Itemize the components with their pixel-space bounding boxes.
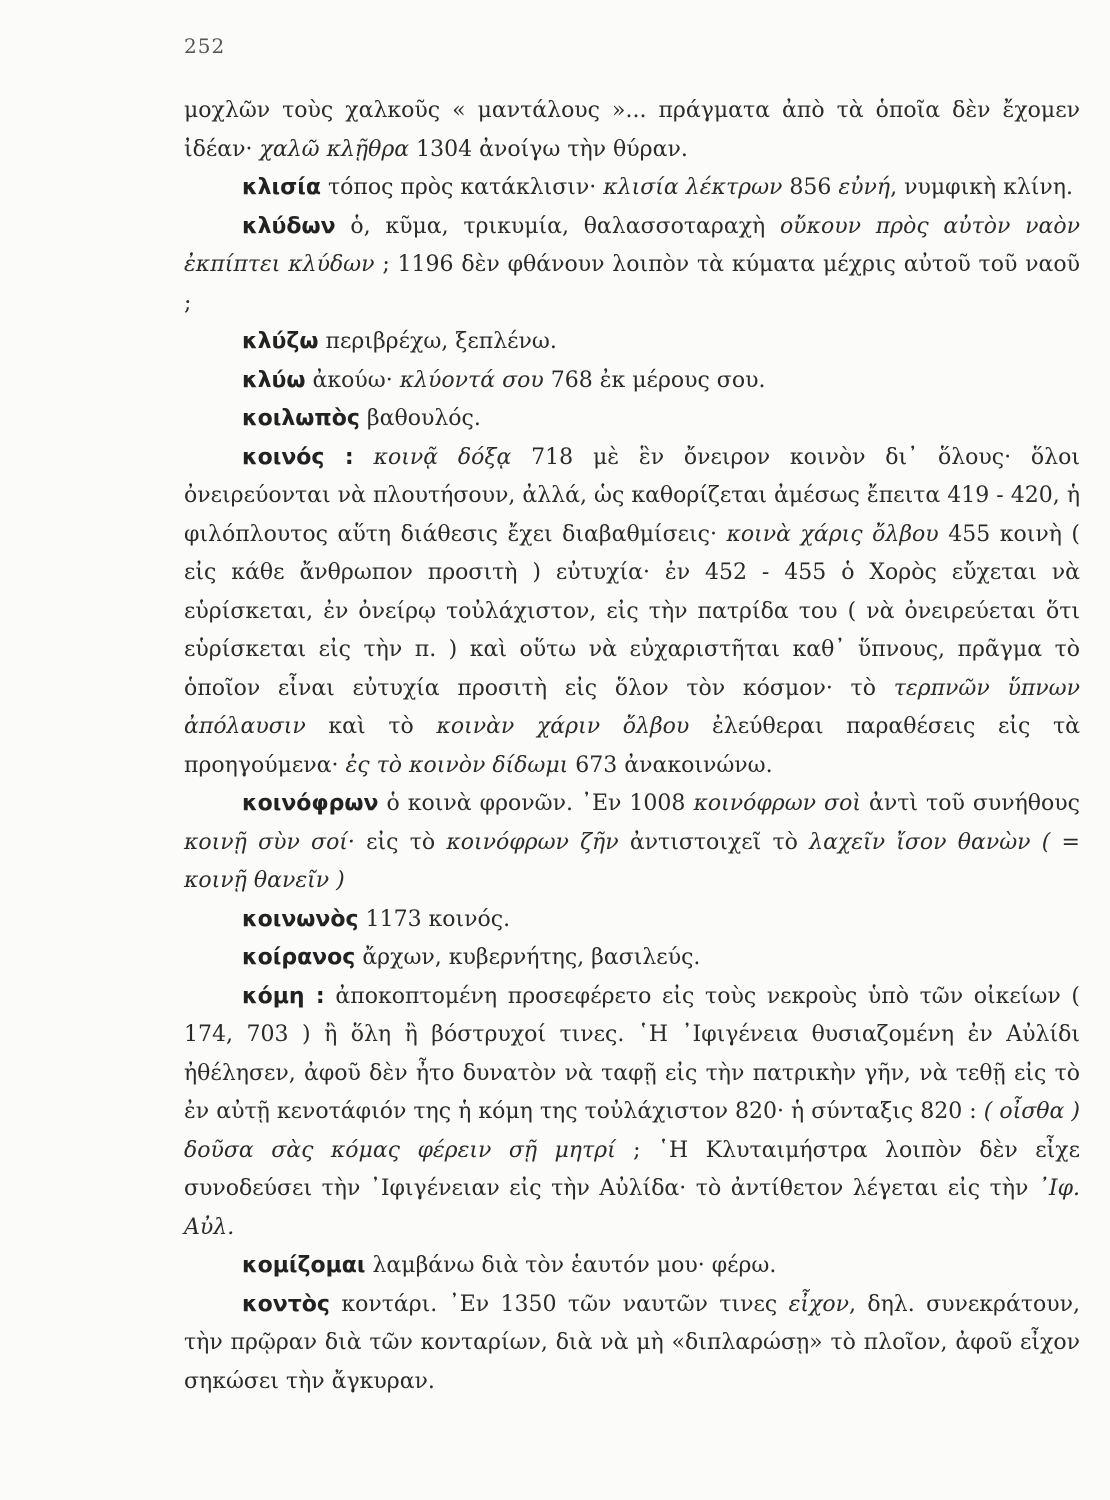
entry-headword: κοινωνὸς	[242, 906, 359, 932]
entry-headword: κλύδων	[242, 213, 336, 239]
entry-headword: κοιλωπὸς	[242, 406, 360, 431]
quoted-phrase: κοινῇ σὺν σοί·	[184, 829, 355, 855]
glossary-entry	[184, 439, 1080, 786]
glossary-entry	[184, 208, 1080, 324]
glossary-entry	[184, 785, 1080, 901]
glossary-entry	[184, 362, 1080, 401]
quoted-phrase: ἐς τὸ κοινὸν δίδωμι	[345, 752, 569, 778]
quoted-phrase: κλύοντά σου	[399, 367, 544, 393]
entry-text: 768 ἐκ μέρους σου.	[543, 367, 766, 393]
entry-text: ἀντὶ τοῦ συνήθους	[860, 791, 1080, 816]
glossary-entry	[184, 323, 1080, 362]
quoted-phrase: κοινὰν χάριν ὄλβου	[436, 714, 690, 739]
entry-headword: κοντὸς	[242, 1291, 330, 1317]
glossary-text	[184, 92, 1080, 1401]
glossary-entry	[184, 400, 1080, 439]
entry-text: 856	[782, 175, 839, 200]
quoted-phrase: κοινὰ χάρις ὄλβου	[726, 521, 939, 547]
entry-text: , δηλ. συνεκράτουν, τὴν πρῷραν διὰ τῶν κονταρίων, διὰ νὰ μὴ «διπλαρώσῃ» τὸ πλοῖον, ἀφοῦ εἶχον σηκώσει τὴν ἄγκυραν.	[184, 1291, 1081, 1394]
quoted-phrase: κοινᾷ δόξᾳ	[373, 444, 512, 470]
entry-text: ἐλεύθεραι παραθέσεις εἰς τὰ προηγούμενα·	[184, 714, 1080, 778]
entry-headword: κομίζομαι	[242, 1253, 366, 1278]
quoted-phrase: κλισία λέκτρων	[603, 175, 783, 200]
entry-text: περιβρέχω, ξεπλένω.	[318, 329, 557, 354]
entry-text: βαθουλός.	[359, 406, 481, 431]
quoted-phrase: λαχεῖν ἴσον θανὼν ( = κοινῇ θανεῖν )	[184, 829, 1080, 893]
entry-text: ὁ κοινὰ φρονῶν. ᾿Εν 1008	[378, 791, 694, 816]
quoted-phrase: οὔκουν πρὸς αὐτὸν ναὸν ἐκπίπτει κλύδων	[184, 213, 1080, 277]
quoted-phrase: κοινόφρων ζῆν	[446, 829, 619, 855]
entry-headword: κόμη :	[242, 983, 325, 1009]
glossary-entry	[184, 1247, 1080, 1286]
quoted-phrase: χαλῶ κλῇθρα	[259, 136, 410, 162]
entry-headword: κλισία	[242, 175, 321, 200]
entry-headword: κοίρανος	[242, 945, 356, 970]
entry-text: ; 1196 δὲν φθάνουν λοιπὸν τὰ κύματα μέχρις αὐτοῦ τοῦ ναοῦ ;	[184, 252, 1080, 316]
entry-text: 673 ἀνακοινώνω.	[568, 752, 773, 778]
entry-headword: κοινός :	[242, 444, 354, 470]
entry-text: λαμβάνω διὰ τὸν ἑαυτόν μου· φέρω.	[365, 1253, 777, 1278]
entry-text: τόπος πρὸς κατάκλισιν·	[320, 175, 604, 200]
quoted-phrase: ( οἶσθα ) δοῦσα σὰς κόμας φέρειν σῇ μητρί	[184, 1099, 1080, 1163]
glossary-entry	[184, 939, 1080, 978]
entry-text: ἀκούω·	[305, 367, 400, 393]
entry-headword: κοινόφρων	[242, 791, 379, 816]
quoted-phrase: τερπνῶν ὕπνων ἀπόλαυσιν	[184, 675, 1080, 739]
entry-text: ἀποκοπτομένη προσεφέρετο εἰς τοὺς νεκροὺς ὑπὸ τῶν οἰκείων ( 174, 703 ) ἢ ὅλη ἢ βόστρυχοί τινες. ῾Η ᾿Ιφιγένεια θυσιαζομένη ἐν Αὐλίδι ἠθέλησεν, ἀφοῦ δὲν ἦτο δυνατὸν νὰ ταφῇ εἰς τὴν πατρικὴν γῆν, νὰ τεθῇ εἰς τὸ ἐν αὐτῇ κενοτάφιόν της ἡ κόμη της τοὐλάχιστον 820· ἡ σύνταξις 820 :	[184, 983, 1080, 1124]
glossary-entry	[184, 901, 1080, 940]
glossary-entry	[184, 1286, 1080, 1402]
entry-text: , νυμφικὴ κλίνη.	[890, 175, 1073, 200]
entry-text: 1173 κοινός.	[358, 906, 511, 932]
entry-headword: κλύζω	[242, 329, 319, 354]
quoted-phrase: κοινόφρων σοὶ	[693, 791, 861, 816]
entry-text: ; ῾Η Κλυταιμήστρα λοιπὸν δὲν εἶχε συνοδεύσει τὴν ᾿Ιφιγένειαν εἰς τὴν Αὐλίδα· τὸ ἀντίθετον λέγεται εἰς τὴν	[184, 1137, 1080, 1201]
entry-headword: κλύω	[242, 367, 306, 393]
quoted-phrase: εἶχον	[788, 1291, 849, 1317]
entry-text: ἀντιστοιχεῖ τὸ	[618, 829, 810, 855]
entry-text: εἰς τὸ	[354, 829, 447, 855]
entry-text: κοντάρι. ᾿Εν 1350 τῶν ναυτῶν τινες	[329, 1291, 789, 1317]
entry-text: 1304 ἀνοίγω τὴν θύραν.	[409, 136, 688, 162]
quoted-phrase: ᾿Ιφ. Αὐλ.	[184, 1176, 1080, 1240]
glossary-entry	[184, 92, 1080, 169]
entry-text: 718 μὲ ἓν ὄνειρον κοινὸν δι᾿ ὅλους· ὅλοι ὀνειρεύονται νὰ πλουτήσουν, ἀλλά, ὡς καθορίζεται ἀμέσως ἔπειτα 419 - 420, ἡ φιλόπλουτος αὕτη διάθεσις ἔχει διαβαθμίσεις·	[184, 444, 1080, 547]
entry-text: 455 κοινὴ ( εἰς κάθε ἄνθρωπον προσιτὴ ) εὐτυχία· ἐν 452 - 455 ὁ Χορὸς εὔχεται νὰ εὑρίσκεται, ἐν ὀνείρῳ τοὐλάχιστον, εἰς τὴν πατρίδα του ( νὰ ὀνειρεύεται ὅτι εὑρίσκεται εἰς τὴν π. ) καὶ οὕτω νὰ εὐχαριστῆται καθ᾿ ὕπνους, πρᾶγμα τὸ ὁποῖον εἶναι εὐτυχία προσιτὴ εἰς ὅλον τὸν κόσμον· τὸ	[184, 521, 1080, 701]
glossary-entry	[184, 978, 1080, 1248]
entry-text: καὶ τὸ	[305, 714, 437, 739]
quoted-phrase: εὐνή	[838, 175, 891, 200]
entry-text: ὁ, κῦμα, τρικυμία, θαλασσοταραχὴ	[335, 213, 780, 239]
entry-text: μοχλῶν τοὺς χαλκοῦς « μαντάλους »... πράγματα ἀπὸ τὰ ὁποῖα δὲν ἔχομεν ἰδέαν·	[184, 98, 1080, 162]
entry-text	[354, 445, 374, 470]
glossary-entry	[184, 169, 1080, 208]
entry-text: ἄρχων, κυβερνήτης, βασιλεύς.	[355, 945, 701, 970]
page-number: 252	[184, 34, 226, 58]
